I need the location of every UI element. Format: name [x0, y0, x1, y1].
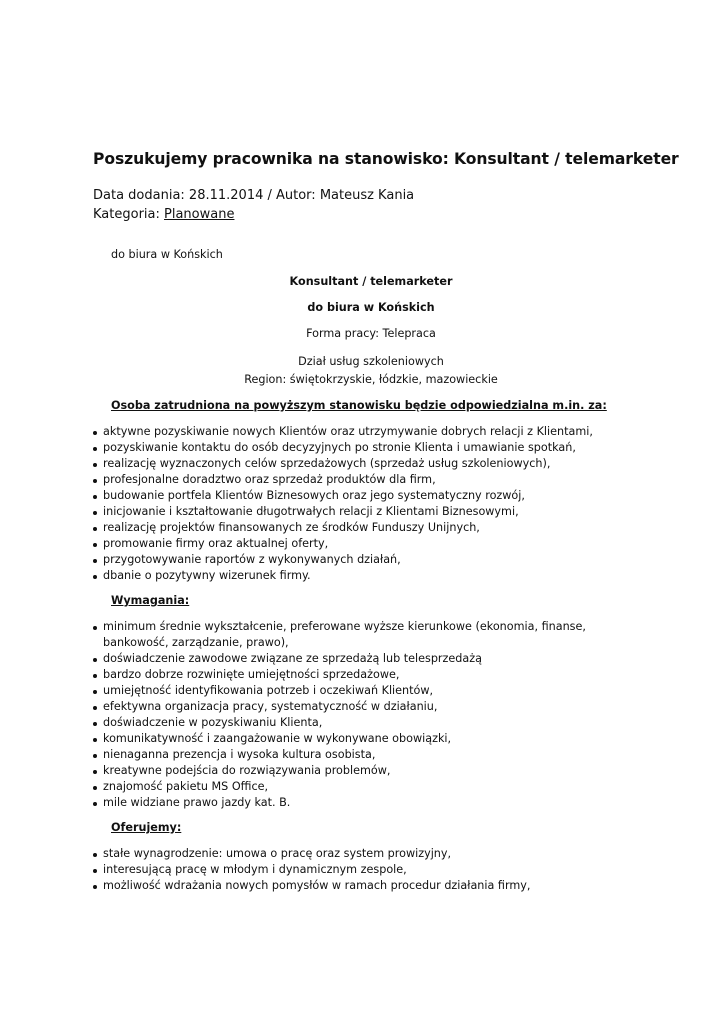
- requirements-list: [93, 619, 638, 811]
- list-item: minimum średnie wykształcenie, preferowane wyższe kierunkowe (ekonomia, finanse, bankowość, zarządzanie, prawo),: [93, 619, 638, 651]
- benefits-list: [93, 846, 653, 894]
- list-item: inicjowanie i kształtowanie długotrwałych relacji z Klientami Biznesowymi,: [93, 504, 653, 520]
- list-item: interesującą pracę w młodym i dynamicznym zespole,: [93, 862, 653, 878]
- date-author-line: Data dodania: 28.11.2014 / Autor: Mateusz Kania: [93, 188, 415, 203]
- post-meta: [93, 186, 653, 224]
- list-item: możliwość wdrażania nowych pomysłów w ramach procedur działania firmy,: [93, 878, 653, 894]
- responsibilities-heading: Osoba zatrudniona na powyższym stanowisku będzie odpowiedzialna m.in. za:: [111, 399, 607, 412]
- list-item: doświadczenie zawodowe związane ze sprzedażą lub telesprzedażą: [93, 651, 638, 667]
- list-item: realizację projektów finansowanych ze środków Funduszy Unijnych,: [93, 520, 653, 536]
- list-item: kreatywne podejścia do rozwiązywania problemów,: [93, 763, 638, 779]
- list-item: dbanie o pozytywny wizerunek firmy.: [93, 568, 653, 584]
- list-item: przygotowywanie raportów z wykonywanych działań,: [93, 552, 653, 568]
- list-item: umiejętność identyfikowania potrzeb i oczekiwań Klientów,: [93, 683, 638, 699]
- benefits-heading: Oferujemy:: [111, 821, 182, 834]
- list-item: komunikatywność i zaangażowanie w wykonywane obowiązki,: [93, 731, 638, 747]
- list-item: budowanie portfela Klientów Biznesowych oraz jego systematyczny rozwój,: [93, 488, 653, 504]
- category-label: Kategoria:: [93, 207, 164, 222]
- offer-department-region: [93, 353, 649, 389]
- offer-department: Dział usług szkoleniowych: [298, 355, 444, 368]
- list-item: nienaganna prezencja i wysoka kultura osobista,: [93, 747, 638, 763]
- document-page: [93, 150, 679, 894]
- list-item: realizację wyznaczonych celów sprzedażowych (sprzedaż usług szkoleniowych),: [93, 456, 653, 472]
- list-item: profesjonalne doradztwo oraz sprzedaż produktów dla firm,: [93, 472, 653, 488]
- category-line: [93, 205, 653, 224]
- list-item: znajomość pakietu MS Office,: [93, 779, 638, 795]
- list-item: mile widziane prawo jazdy kat. B.: [93, 795, 638, 811]
- responsibilities-list: [93, 424, 653, 584]
- list-item: doświadczenie w pozyskiwaniu Klienta,: [93, 715, 638, 731]
- category-link[interactable]: Planowane: [164, 207, 235, 222]
- list-item: stałe wynagrodzenie: umowa o pracę oraz system prowizyjny,: [93, 846, 653, 862]
- offer-location: do biura w Końskich: [307, 301, 435, 314]
- offer-position: Konsultant / telemarketer: [289, 275, 453, 288]
- offer-work-form: Forma pracy: Telepraca: [306, 327, 436, 340]
- list-item: aktywne pozyskiwanie nowych Klientów oraz utrzymywanie dobrych relacji z Klientami,: [93, 424, 653, 440]
- intro-location: do biura w Końskich: [111, 248, 223, 261]
- offer-region: Region: świętokrzyskie, łódzkie, mazowieckie: [244, 373, 498, 386]
- list-item: pozyskiwanie kontaktu do osób decyzyjnych po stronie Klienta i umawianie spotkań,: [93, 440, 653, 456]
- list-item: promowanie firmy oraz aktualnej oferty,: [93, 536, 653, 552]
- list-item: bardzo dobrze rozwinięte umiejętności sprzedażowe,: [93, 667, 638, 683]
- requirements-heading: Wymagania:: [111, 594, 190, 607]
- page-title: Poszukujemy pracownika na stanowisko: Konsultant / telemarketer: [93, 150, 679, 168]
- list-item: efektywna organizacja pracy, systematyczność w działaniu,: [93, 699, 638, 715]
